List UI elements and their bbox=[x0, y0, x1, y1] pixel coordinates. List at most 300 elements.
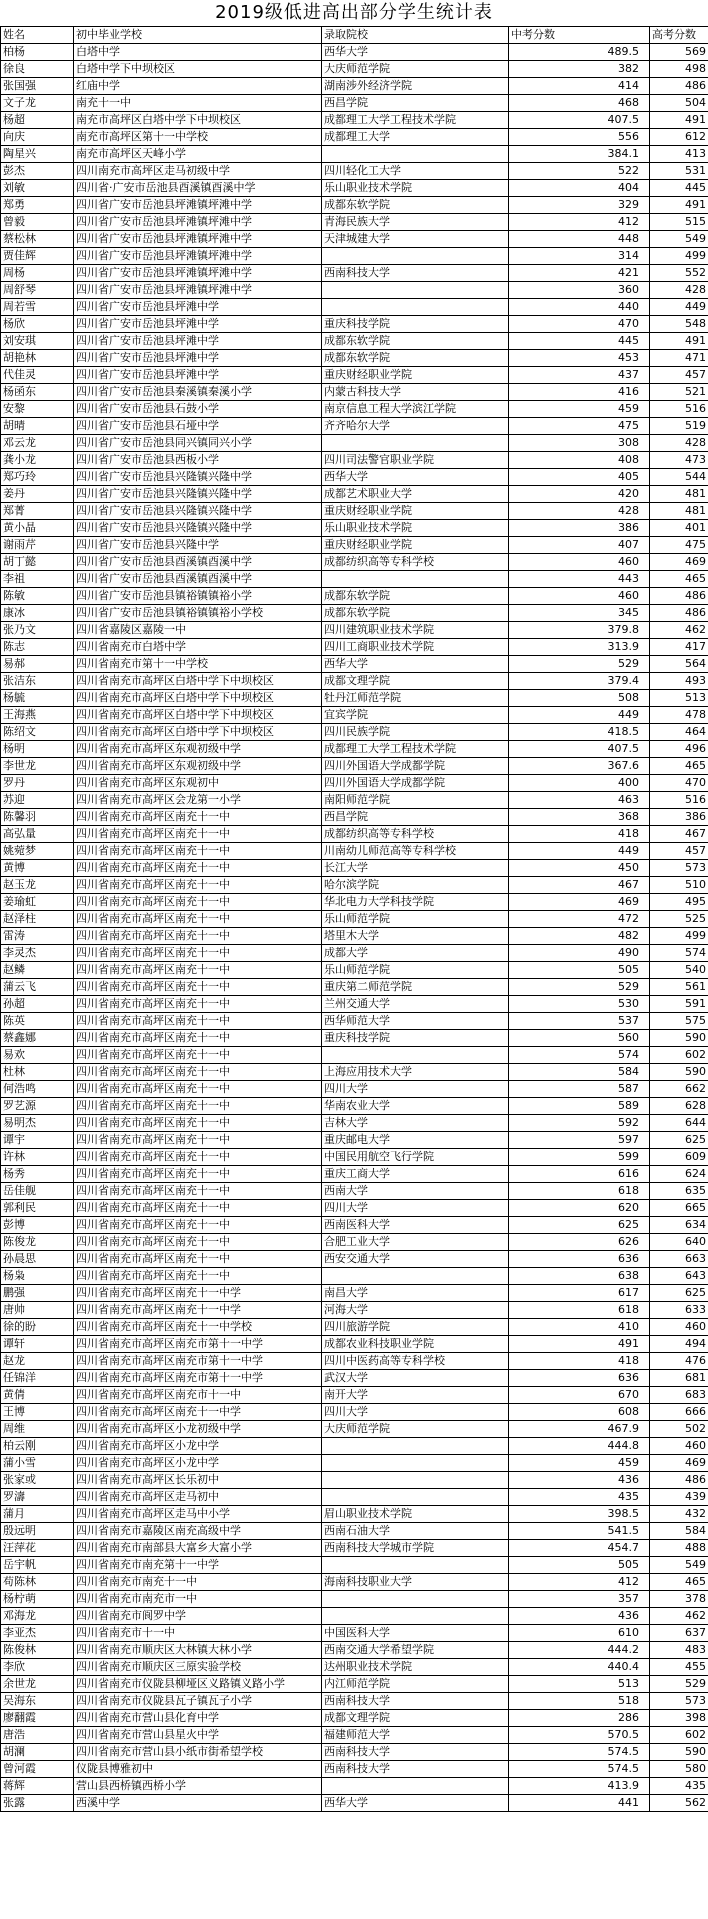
header-college: 录取院校 bbox=[322, 27, 509, 44]
cell-zhongkao: 570.5 bbox=[509, 1727, 650, 1744]
cell-zhongkao: 357 bbox=[509, 1591, 650, 1608]
cell-gaokao: 544 bbox=[650, 469, 708, 486]
cell-name: 李欣 bbox=[1, 1659, 74, 1676]
cell-gaokao: 499 bbox=[650, 928, 708, 945]
cell-school: 四川省南充市第十一中学校 bbox=[74, 656, 322, 673]
cell-gaokao: 486 bbox=[650, 605, 708, 622]
cell-zhongkao: 407.5 bbox=[509, 112, 650, 129]
cell-zhongkao: 414 bbox=[509, 78, 650, 95]
table-row bbox=[1, 690, 708, 707]
cell-name: 杨毓 bbox=[1, 690, 74, 707]
cell-name: 邓海龙 bbox=[1, 1608, 74, 1625]
table-row bbox=[1, 1098, 708, 1115]
cell-zhongkao: 556 bbox=[509, 129, 650, 146]
cell-school: 四川省广安市岳池县坪滩中学 bbox=[74, 333, 322, 350]
cell-name: 文子龙 bbox=[1, 95, 74, 112]
cell-college: 成都文理学院 bbox=[322, 673, 509, 690]
cell-school: 四川省南充市高坪区南充十一中学 bbox=[74, 1302, 322, 1319]
cell-school: 四川省广安市岳池县兴隆镇兴隆中学 bbox=[74, 520, 322, 537]
cell-zhongkao: 490 bbox=[509, 945, 650, 962]
cell-college: 西南科技大学 bbox=[322, 1744, 509, 1761]
cell-name: 谭宇 bbox=[1, 1132, 74, 1149]
cell-college: 成都大学 bbox=[322, 945, 509, 962]
cell-gaokao: 513 bbox=[650, 690, 708, 707]
cell-zhongkao: 421 bbox=[509, 265, 650, 282]
cell-name: 郑勇 bbox=[1, 197, 74, 214]
table-row bbox=[1, 1149, 708, 1166]
cell-name: 许林 bbox=[1, 1149, 74, 1166]
table-row bbox=[1, 622, 708, 639]
cell-school: 四川省南充市高坪区小龙中学 bbox=[74, 1438, 322, 1455]
cell-name: 张洁东 bbox=[1, 673, 74, 690]
cell-school: 四川省南充市高坪区南充十一中 bbox=[74, 843, 322, 860]
cell-gaokao: 469 bbox=[650, 554, 708, 571]
table-row bbox=[1, 1608, 708, 1625]
cell-zhongkao: 505 bbox=[509, 962, 650, 979]
cell-college bbox=[322, 435, 509, 452]
cell-name: 雷涛 bbox=[1, 928, 74, 945]
cell-name: 蒲小雪 bbox=[1, 1455, 74, 1472]
cell-school: 四川省南充市顺庆区大林镇大林小学 bbox=[74, 1642, 322, 1659]
cell-zhongkao: 529 bbox=[509, 979, 650, 996]
cell-zhongkao: 445 bbox=[509, 333, 650, 350]
cell-gaokao: 683 bbox=[650, 1387, 708, 1404]
cell-name: 姚菀梦 bbox=[1, 843, 74, 860]
cell-school: 四川省南充市高坪区南充十一中 bbox=[74, 1030, 322, 1047]
cell-gaokao: 486 bbox=[650, 1472, 708, 1489]
table-row bbox=[1, 146, 708, 163]
cell-school: 四川省南充市南充市一中 bbox=[74, 1591, 322, 1608]
cell-name: 赵泽柱 bbox=[1, 911, 74, 928]
cell-gaokao: 525 bbox=[650, 911, 708, 928]
cell-college: 西南医科大学 bbox=[322, 1217, 509, 1234]
cell-name: 吴海东 bbox=[1, 1693, 74, 1710]
table-row bbox=[1, 265, 708, 282]
cell-gaokao: 469 bbox=[650, 1455, 708, 1472]
cell-name: 陈绍文 bbox=[1, 724, 74, 741]
cell-college: 福建师范大学 bbox=[322, 1727, 509, 1744]
table-row bbox=[1, 1693, 708, 1710]
cell-gaokao: 504 bbox=[650, 95, 708, 112]
cell-college: 成都东软学院 bbox=[322, 350, 509, 367]
cell-zhongkao: 308 bbox=[509, 435, 650, 452]
cell-name: 岳宇帆 bbox=[1, 1557, 74, 1574]
table-row bbox=[1, 741, 708, 758]
cell-college: 重庆工商大学 bbox=[322, 1166, 509, 1183]
cell-gaokao: 625 bbox=[650, 1285, 708, 1302]
cell-name: 高弘量 bbox=[1, 826, 74, 843]
cell-zhongkao: 435 bbox=[509, 1489, 650, 1506]
cell-school: 四川省南充市高坪区南充十一中 bbox=[74, 877, 322, 894]
cell-gaokao: 470 bbox=[650, 775, 708, 792]
cell-school: 四川南充市高坪区走马初级中学 bbox=[74, 163, 322, 180]
cell-school: 四川省广安市岳池县同兴镇同兴小学 bbox=[74, 435, 322, 452]
cell-school: 四川省南充市南部县大富乡大富小学 bbox=[74, 1540, 322, 1557]
cell-zhongkao: 410 bbox=[509, 1319, 650, 1336]
table-row bbox=[1, 843, 708, 860]
cell-college bbox=[322, 1047, 509, 1064]
table-row bbox=[1, 673, 708, 690]
cell-name: 陈俊龙 bbox=[1, 1234, 74, 1251]
cell-zhongkao: 460 bbox=[509, 588, 650, 605]
cell-college: 华南农业大学 bbox=[322, 1098, 509, 1115]
cell-zhongkao: 460 bbox=[509, 554, 650, 571]
cell-gaokao: 428 bbox=[650, 435, 708, 452]
cell-gaokao: 540 bbox=[650, 962, 708, 979]
table-row bbox=[1, 1472, 708, 1489]
cell-name: 谢雨芹 bbox=[1, 537, 74, 554]
cell-gaokao: 666 bbox=[650, 1404, 708, 1421]
cell-college: 西南科技大学 bbox=[322, 1761, 509, 1778]
cell-zhongkao: 313.9 bbox=[509, 639, 650, 656]
cell-gaokao: 574 bbox=[650, 945, 708, 962]
cell-college: 青海民族大学 bbox=[322, 214, 509, 231]
cell-name: 彭杰 bbox=[1, 163, 74, 180]
table-row bbox=[1, 1013, 708, 1030]
student-table bbox=[0, 26, 708, 1812]
cell-school: 四川省南充市高坪区小龙初级中学 bbox=[74, 1421, 322, 1438]
table-row bbox=[1, 1404, 708, 1421]
cell-college: 眉山职业技术学院 bbox=[322, 1506, 509, 1523]
cell-school: 四川省广安市岳池县兴隆镇兴隆中学 bbox=[74, 469, 322, 486]
cell-school: 西溪中学 bbox=[74, 1795, 322, 1812]
cell-college: 宜宾学院 bbox=[322, 707, 509, 724]
table-row bbox=[1, 1744, 708, 1761]
cell-college: 四川轻化工大学 bbox=[322, 163, 509, 180]
cell-name: 郑菁 bbox=[1, 503, 74, 520]
cell-gaokao: 491 bbox=[650, 112, 708, 129]
table-row bbox=[1, 299, 708, 316]
cell-college: 湖南涉外经济学院 bbox=[322, 78, 509, 95]
cell-college: 西华大学 bbox=[322, 1795, 509, 1812]
cell-school: 四川省南充市高坪区南充十一中学校 bbox=[74, 1319, 322, 1336]
cell-college: 四川司法警官职业学院 bbox=[322, 452, 509, 469]
table-row bbox=[1, 316, 708, 333]
table-row bbox=[1, 1217, 708, 1234]
table-row bbox=[1, 1421, 708, 1438]
cell-name: 陶星兴 bbox=[1, 146, 74, 163]
cell-zhongkao: 440.4 bbox=[509, 1659, 650, 1676]
table-row bbox=[1, 1370, 708, 1387]
cell-college: 南昌大学 bbox=[322, 1285, 509, 1302]
cell-zhongkao: 448 bbox=[509, 231, 650, 248]
cell-college bbox=[322, 1778, 509, 1795]
cell-school: 四川省广安市岳池县石垭中学 bbox=[74, 418, 322, 435]
cell-school: 四川省广安市岳池县镇裕镇镇裕小学校 bbox=[74, 605, 322, 622]
table-row bbox=[1, 1778, 708, 1795]
cell-college: 西南交通大学希望学院 bbox=[322, 1642, 509, 1659]
cell-school: 四川省广安市岳池县镇裕镇镇裕小学 bbox=[74, 588, 322, 605]
table-row bbox=[1, 163, 708, 180]
cell-gaokao: 602 bbox=[650, 1047, 708, 1064]
cell-college: 上海应用技术大学 bbox=[322, 1064, 509, 1081]
cell-school: 四川省广安市岳池县坪滩镇坪滩中学 bbox=[74, 265, 322, 282]
cell-zhongkao: 418 bbox=[509, 1353, 650, 1370]
cell-zhongkao: 405 bbox=[509, 469, 650, 486]
cell-school: 四川省广安市岳池县西板小学 bbox=[74, 452, 322, 469]
cell-name: 徐良 bbox=[1, 61, 74, 78]
cell-college: 西南科技大学 bbox=[322, 265, 509, 282]
cell-name: 苏迎 bbox=[1, 792, 74, 809]
header-school: 初中毕业学校 bbox=[74, 27, 322, 44]
cell-gaokao: 564 bbox=[650, 656, 708, 673]
cell-zhongkao: 379.4 bbox=[509, 673, 650, 690]
cell-college: 乐山职业技术学院 bbox=[322, 180, 509, 197]
cell-name: 唐帅 bbox=[1, 1302, 74, 1319]
cell-zhongkao: 472 bbox=[509, 911, 650, 928]
cell-name: 易明杰 bbox=[1, 1115, 74, 1132]
cell-zhongkao: 449 bbox=[509, 843, 650, 860]
cell-gaokao: 486 bbox=[650, 78, 708, 95]
cell-name: 杨欣 bbox=[1, 316, 74, 333]
cell-school: 营山县西桥镇西桥小学 bbox=[74, 1778, 322, 1795]
cell-college: 成都东软学院 bbox=[322, 197, 509, 214]
cell-zhongkao: 379.8 bbox=[509, 622, 650, 639]
cell-school: 四川省南充市营山县小纸市街希望学校 bbox=[74, 1744, 322, 1761]
cell-school: 四川省南充市高坪区南充市十一中 bbox=[74, 1387, 322, 1404]
cell-college: 四川外国语大学成都学院 bbox=[322, 775, 509, 792]
cell-college: 成都纺织高等专科学校 bbox=[322, 826, 509, 843]
cell-school: 四川省南充市高坪区南充十一中 bbox=[74, 1064, 322, 1081]
cell-college bbox=[322, 1591, 509, 1608]
cell-college: 川南幼儿师范高等专科学校 bbox=[322, 843, 509, 860]
cell-school: 四川省南充市营山县化育中学 bbox=[74, 1710, 322, 1727]
cell-college: 四川大学 bbox=[322, 1081, 509, 1098]
cell-college: 西南大学 bbox=[322, 1183, 509, 1200]
cell-college: 南阳师范学院 bbox=[322, 792, 509, 809]
cell-gaokao: 417 bbox=[650, 639, 708, 656]
cell-gaokao: 515 bbox=[650, 214, 708, 231]
cell-name: 谭轩 bbox=[1, 1336, 74, 1353]
cell-name: 徐的盼 bbox=[1, 1319, 74, 1336]
cell-zhongkao: 505 bbox=[509, 1557, 650, 1574]
table-row bbox=[1, 1540, 708, 1557]
cell-zhongkao: 617 bbox=[509, 1285, 650, 1302]
cell-college: 乐山职业技术学院 bbox=[322, 520, 509, 537]
header-row bbox=[1, 27, 708, 44]
cell-gaokao: 516 bbox=[650, 792, 708, 809]
table-row bbox=[1, 180, 708, 197]
cell-gaokao: 644 bbox=[650, 1115, 708, 1132]
cell-school: 四川省南充市高坪区小龙中学 bbox=[74, 1455, 322, 1472]
cell-school: 四川省南充市高坪区南充十一中 bbox=[74, 1166, 322, 1183]
table-row bbox=[1, 129, 708, 146]
cell-zhongkao: 620 bbox=[509, 1200, 650, 1217]
cell-school: 四川省广安市岳池县酉溪镇酉溪中学 bbox=[74, 554, 322, 571]
cell-school: 四川省南充市高坪区走马中小学 bbox=[74, 1506, 322, 1523]
cell-zhongkao: 522 bbox=[509, 163, 650, 180]
cell-zhongkao: 626 bbox=[509, 1234, 650, 1251]
cell-name: 代佳灵 bbox=[1, 367, 74, 384]
cell-school: 四川省南充市高坪区南充十一中 bbox=[74, 1047, 322, 1064]
cell-school: 四川省南充市高坪区南充十一中 bbox=[74, 860, 322, 877]
cell-gaokao: 663 bbox=[650, 1251, 708, 1268]
table-row bbox=[1, 1319, 708, 1336]
cell-school: 四川省广安市岳池县坪滩中学 bbox=[74, 316, 322, 333]
cell-zhongkao: 400 bbox=[509, 775, 650, 792]
cell-name: 向庆 bbox=[1, 129, 74, 146]
cell-gaokao: 573 bbox=[650, 860, 708, 877]
cell-school: 四川省南充市高坪区南充十一中 bbox=[74, 996, 322, 1013]
cell-gaokao: 521 bbox=[650, 384, 708, 401]
cell-college bbox=[322, 1557, 509, 1574]
cell-gaokao: 445 bbox=[650, 180, 708, 197]
cell-college: 重庆科技学院 bbox=[322, 316, 509, 333]
cell-school: 四川省南充市仪陇县柳垭区义路镇义路小学 bbox=[74, 1676, 322, 1693]
cell-name: 任锦洋 bbox=[1, 1370, 74, 1387]
cell-gaokao: 476 bbox=[650, 1353, 708, 1370]
cell-college bbox=[322, 146, 509, 163]
cell-gaokao: 609 bbox=[650, 1149, 708, 1166]
cell-college bbox=[322, 1268, 509, 1285]
cell-school: 四川省南充市高坪区南充十一中 bbox=[74, 1251, 322, 1268]
cell-gaokao: 432 bbox=[650, 1506, 708, 1523]
table-row bbox=[1, 435, 708, 452]
cell-school: 四川省南充市高坪区南充市第十一中学 bbox=[74, 1353, 322, 1370]
cell-college: 兰州交通大学 bbox=[322, 996, 509, 1013]
cell-gaokao: 602 bbox=[650, 1727, 708, 1744]
cell-gaokao: 378 bbox=[650, 1591, 708, 1608]
cell-zhongkao: 530 bbox=[509, 996, 650, 1013]
cell-college: 四川大学 bbox=[322, 1404, 509, 1421]
cell-school: 四川省南充市嘉陵区南充高级中学 bbox=[74, 1523, 322, 1540]
cell-zhongkao: 441 bbox=[509, 1795, 650, 1812]
table-row bbox=[1, 1183, 708, 1200]
table-row bbox=[1, 588, 708, 605]
cell-college: 乐山师范学院 bbox=[322, 911, 509, 928]
cell-gaokao: 491 bbox=[650, 197, 708, 214]
cell-college: 四川建筑职业技术学院 bbox=[322, 622, 509, 639]
cell-name: 柏云刚 bbox=[1, 1438, 74, 1455]
cell-school: 四川省广安市岳池县坪滩镇坪滩中学 bbox=[74, 197, 322, 214]
cell-name: 康冰 bbox=[1, 605, 74, 622]
cell-gaokao: 483 bbox=[650, 1642, 708, 1659]
cell-school: 四川省南充市高坪区南充十一中 bbox=[74, 1234, 322, 1251]
cell-gaokao: 510 bbox=[650, 877, 708, 894]
cell-college bbox=[322, 1472, 509, 1489]
cell-gaokao: 529 bbox=[650, 1676, 708, 1693]
cell-zhongkao: 636 bbox=[509, 1251, 650, 1268]
cell-school: 四川省广安市岳池县石鼓小学 bbox=[74, 401, 322, 418]
cell-college: 西华大学 bbox=[322, 44, 509, 61]
cell-name: 杨函东 bbox=[1, 384, 74, 401]
cell-zhongkao: 468 bbox=[509, 95, 650, 112]
table-row bbox=[1, 520, 708, 537]
cell-gaokao: 561 bbox=[650, 979, 708, 996]
cell-school: 四川省南充市高坪区南充十一中 bbox=[74, 809, 322, 826]
cell-college: 长江大学 bbox=[322, 860, 509, 877]
cell-college: 西南石油大学 bbox=[322, 1523, 509, 1540]
cell-gaokao: 460 bbox=[650, 1319, 708, 1336]
cell-name: 唐浩 bbox=[1, 1727, 74, 1744]
cell-name: 刘敏 bbox=[1, 180, 74, 197]
cell-gaokao: 428 bbox=[650, 282, 708, 299]
table-row bbox=[1, 758, 708, 775]
table-row bbox=[1, 486, 708, 503]
cell-zhongkao: 636 bbox=[509, 1370, 650, 1387]
cell-college: 成都东软学院 bbox=[322, 605, 509, 622]
cell-name: 郭利民 bbox=[1, 1200, 74, 1217]
table-row bbox=[1, 248, 708, 265]
cell-school: 四川省南充市高坪区走马初中 bbox=[74, 1489, 322, 1506]
cell-name: 黄小晶 bbox=[1, 520, 74, 537]
cell-name: 陈敏 bbox=[1, 588, 74, 605]
cell-college bbox=[322, 1438, 509, 1455]
table-row bbox=[1, 928, 708, 945]
table-row bbox=[1, 1455, 708, 1472]
cell-gaokao: 481 bbox=[650, 486, 708, 503]
cell-name: 刘安琪 bbox=[1, 333, 74, 350]
cell-school: 四川省南充市顺庆区三原实验学校 bbox=[74, 1659, 322, 1676]
table-row bbox=[1, 894, 708, 911]
table-row bbox=[1, 1336, 708, 1353]
cell-zhongkao: 384.1 bbox=[509, 146, 650, 163]
cell-name: 周若雪 bbox=[1, 299, 74, 316]
cell-school: 四川省南充市高坪区会龙第一小学 bbox=[74, 792, 322, 809]
cell-zhongkao: 436 bbox=[509, 1472, 650, 1489]
cell-zhongkao: 449 bbox=[509, 707, 650, 724]
cell-gaokao: 625 bbox=[650, 1132, 708, 1149]
cell-name: 柏杨 bbox=[1, 44, 74, 61]
table-row bbox=[1, 1353, 708, 1370]
cell-college: 河海大学 bbox=[322, 1302, 509, 1319]
table-row bbox=[1, 639, 708, 656]
cell-school: 红庙中学 bbox=[74, 78, 322, 95]
table-row bbox=[1, 1642, 708, 1659]
cell-gaokao: 580 bbox=[650, 1761, 708, 1778]
table-row bbox=[1, 367, 708, 384]
cell-name: 黄倩 bbox=[1, 1387, 74, 1404]
table-row bbox=[1, 979, 708, 996]
cell-school: 四川省南充市阆罗中学 bbox=[74, 1608, 322, 1625]
cell-name: 何浩鸣 bbox=[1, 1081, 74, 1098]
cell-college: 塔里木大学 bbox=[322, 928, 509, 945]
table-row bbox=[1, 350, 708, 367]
cell-school: 四川省南充市高坪区南充十一中 bbox=[74, 928, 322, 945]
cell-zhongkao: 329 bbox=[509, 197, 650, 214]
cell-name: 王海燕 bbox=[1, 707, 74, 724]
table-row bbox=[1, 724, 708, 741]
cell-gaokao: 413 bbox=[650, 146, 708, 163]
cell-zhongkao: 436 bbox=[509, 1608, 650, 1625]
table-row bbox=[1, 1132, 708, 1149]
cell-school: 仪陇县博雅初中 bbox=[74, 1761, 322, 1778]
cell-college: 重庆第二师范学院 bbox=[322, 979, 509, 996]
cell-college bbox=[322, 282, 509, 299]
cell-name: 李祖 bbox=[1, 571, 74, 588]
cell-name: 蒲云飞 bbox=[1, 979, 74, 996]
cell-name: 蔡松林 bbox=[1, 231, 74, 248]
cell-gaokao: 498 bbox=[650, 61, 708, 78]
cell-name: 蒋辉 bbox=[1, 1778, 74, 1795]
cell-gaokao: 516 bbox=[650, 401, 708, 418]
cell-college: 牡丹江师范学院 bbox=[322, 690, 509, 707]
cell-college: 四川民族学院 bbox=[322, 724, 509, 741]
cell-gaokao: 549 bbox=[650, 231, 708, 248]
cell-school: 四川省广安市岳池县坪滩中学 bbox=[74, 299, 322, 316]
cell-gaokao: 665 bbox=[650, 1200, 708, 1217]
table-row bbox=[1, 911, 708, 928]
cell-school: 四川省广安市岳池县酉溪镇酉溪中学 bbox=[74, 571, 322, 588]
cell-name: 余世龙 bbox=[1, 1676, 74, 1693]
cell-zhongkao: 597 bbox=[509, 1132, 650, 1149]
cell-college: 成都农业科技职业学院 bbox=[322, 1336, 509, 1353]
cell-college: 四川外国语大学成都学院 bbox=[322, 758, 509, 775]
table-row bbox=[1, 945, 708, 962]
cell-name: 苟陈林 bbox=[1, 1574, 74, 1591]
cell-school: 南充市高坪区天峰小学 bbox=[74, 146, 322, 163]
cell-school: 四川省广安市岳池县坪滩镇坪滩中学 bbox=[74, 231, 322, 248]
